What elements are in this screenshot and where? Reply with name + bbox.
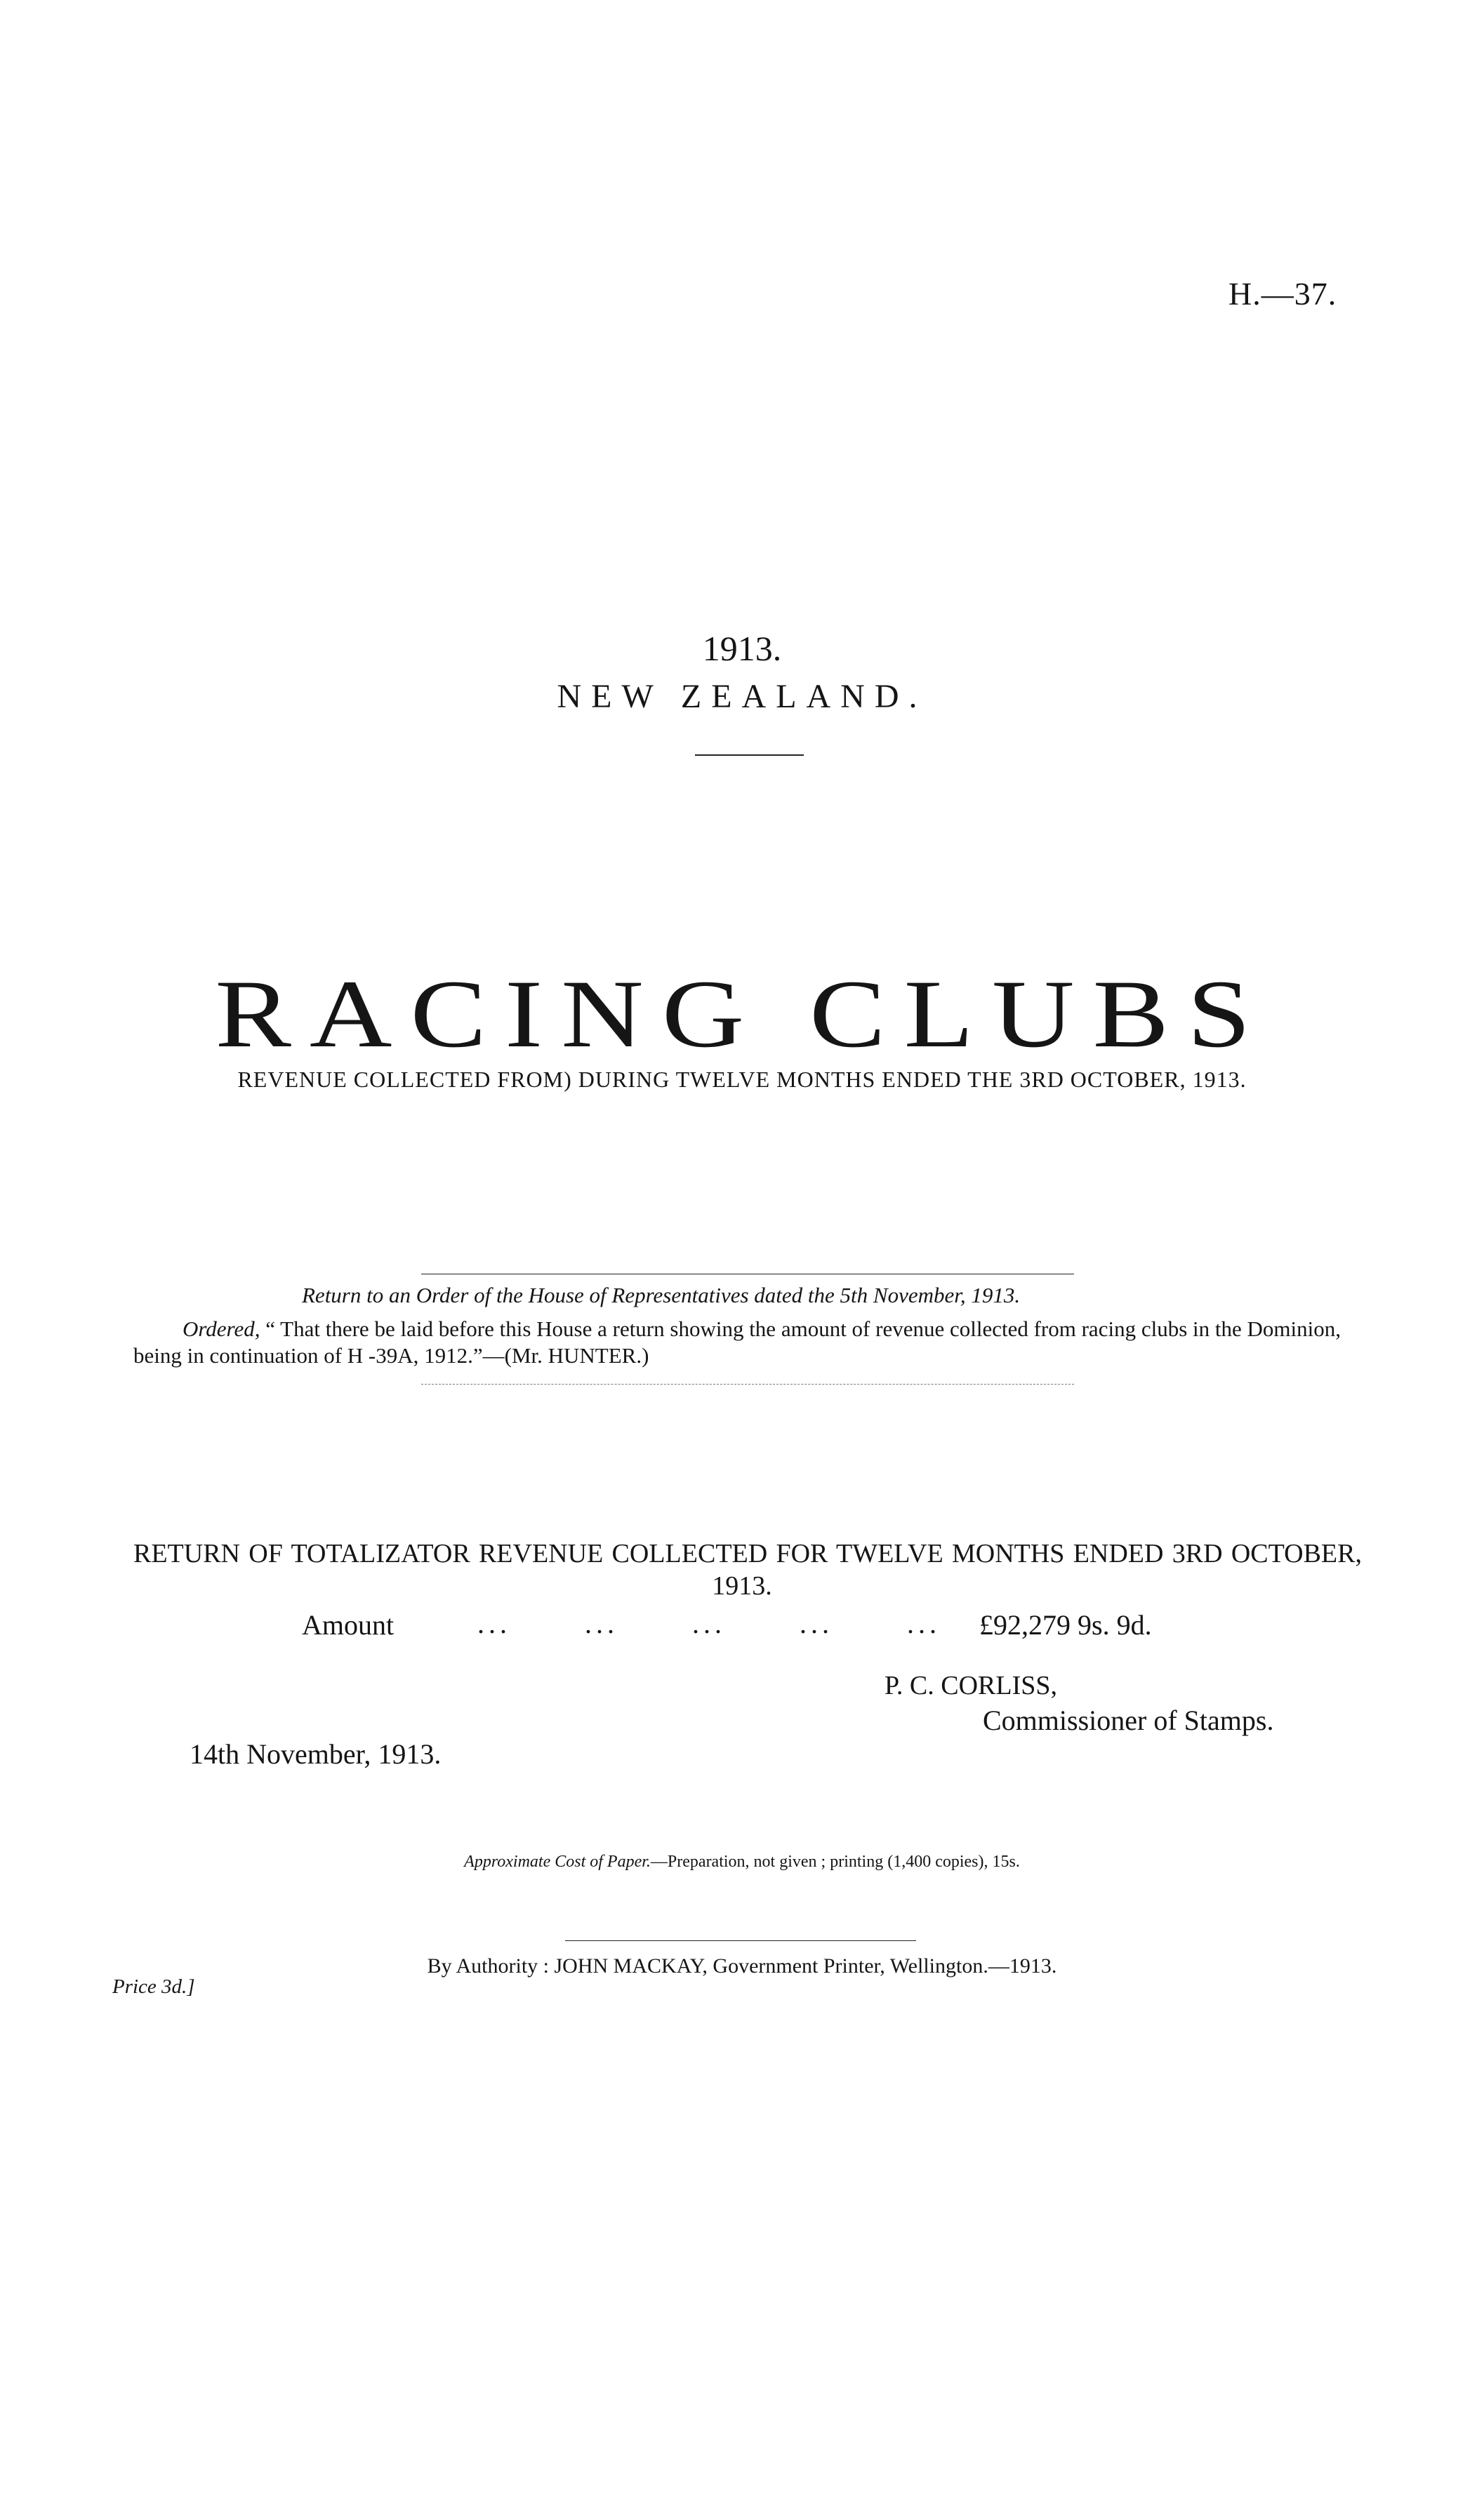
signatory-name: P. C. CORLISS, bbox=[885, 1671, 1058, 1700]
page-title: RACING CLUBS bbox=[215, 960, 1269, 1067]
return-heading: RETURN OF TOTALIZATOR REVENUE COLLECTED FOR TWELVE MONTHS ENDED 3RD OCTOBER, bbox=[133, 1539, 1362, 1568]
cost-text: —Preparation, not given ; printing (1,400 copies), 15s. bbox=[650, 1853, 1020, 1871]
document-id: H.—37. bbox=[1228, 276, 1337, 312]
amount-value: £92,279 9s. 9d. bbox=[979, 1609, 1152, 1641]
printer-rule bbox=[565, 1940, 916, 1941]
price-note: Price 3d.] bbox=[112, 1975, 195, 1998]
year-heading: 1913. bbox=[702, 629, 782, 668]
order-heading: Return to an Order of the House of Representatives dated the 5th November, 1913. bbox=[302, 1283, 1021, 1307]
amount-leader-dots: ... ... ... ... ... bbox=[477, 1608, 941, 1639]
signature-date: 14th November, 1913. bbox=[190, 1738, 442, 1770]
signatory-title: Commissioner of Stamps. bbox=[983, 1705, 1274, 1736]
return-heading-year: 1913. bbox=[712, 1571, 772, 1601]
amount-label: Amount bbox=[302, 1609, 395, 1641]
title-rule bbox=[695, 754, 804, 756]
ordered-body: “ That there be laid before this House a return showing the amount of revenue collected from racing clubs in the Dominion, being in continuation of H -39A, 1912.”—(Mr. HUNTER.) bbox=[133, 1316, 1341, 1368]
cost-label: Approximate Cost of Paper. bbox=[464, 1853, 651, 1871]
page-subtitle: REVENUE COLLECTED FROM) DURING TWELVE MONTHS ENDED THE 3RD OCTOBER, 1913. bbox=[237, 1067, 1247, 1092]
printer-line: By Authority : JOHN MACKAY, Government Printer, Wellington.—1913. bbox=[427, 1954, 1057, 1978]
country-heading: NEW ZEALAND. bbox=[557, 678, 927, 715]
ordered-label: Ordered, bbox=[183, 1316, 260, 1341]
cost-note bbox=[0, 1853, 1484, 1872]
order-bottom-rule bbox=[421, 1384, 1074, 1385]
order-text bbox=[133, 1316, 1362, 1369]
